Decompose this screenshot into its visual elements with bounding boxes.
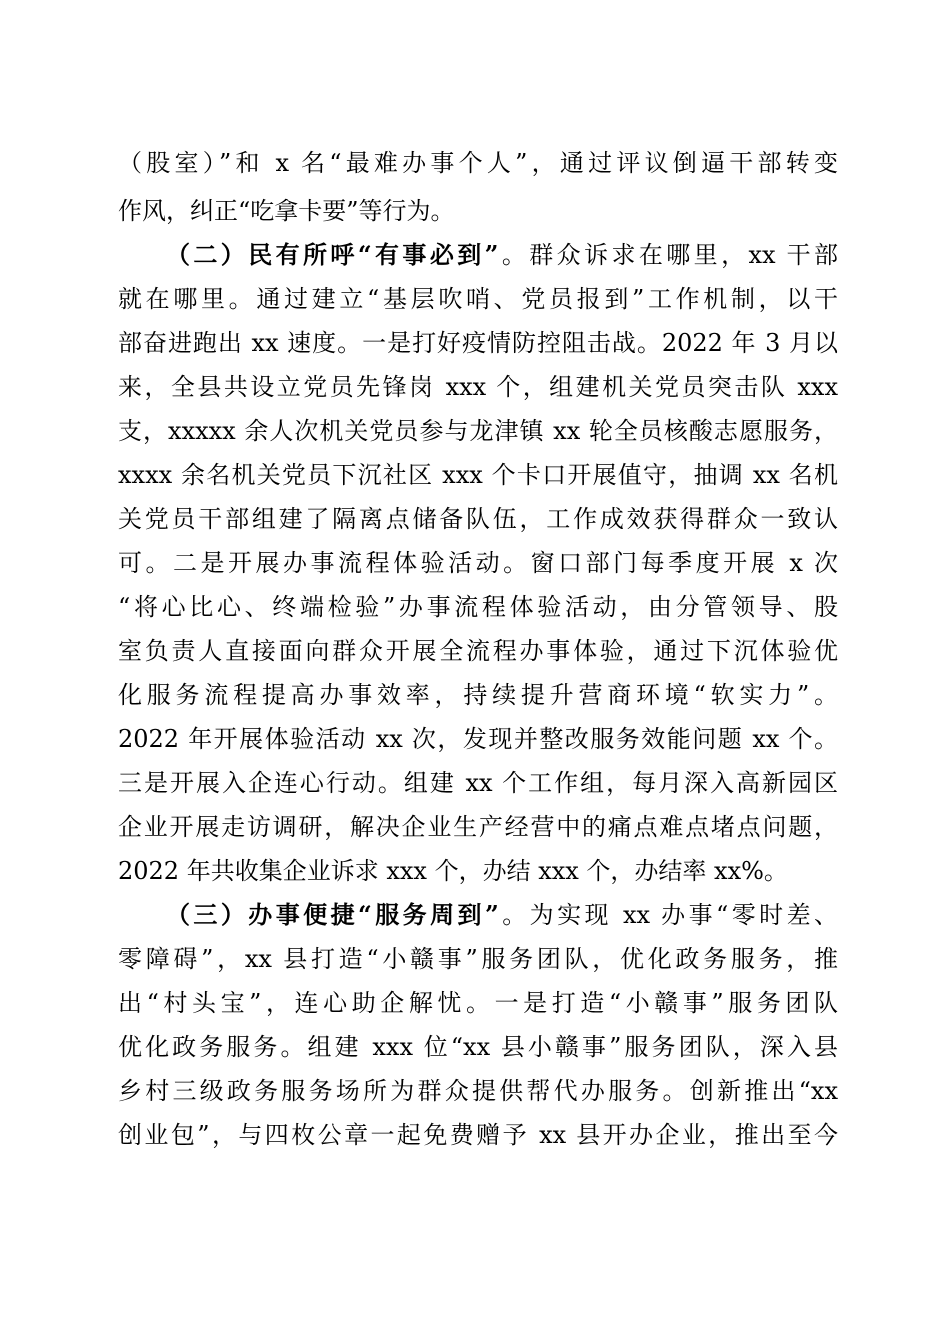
- text-line: 优化政务服务。组建 xxx 位“xx 县小赣事”服务团队，深入县: [118, 1033, 838, 1061]
- text-line: 关党员干部组建了隔离点储备队伍，工作成效获得群众一致认: [118, 505, 838, 533]
- section-2-first-line: [166, 238, 838, 272]
- text-line: 化服务流程提高办事效率，持续提升营商环境“软实力”。: [118, 681, 838, 709]
- text-line: 零障碍”，xx 县打造“小赣事”服务团队，优化政务服务，推: [118, 945, 838, 973]
- text-line: 创业包”，与四枚公章一起免费赠予 xx 县开办企业，推出至今: [118, 1121, 838, 1149]
- text-line: 2022 年共收集企业诉求 xxx 个，办结 xxx 个，办结率 xx%。: [118, 857, 788, 885]
- text-line: 出“村头宝”，连心助企解忧。一是打造“小赣事”服务团队: [118, 989, 838, 1017]
- text-line: 乡村三级政务服务场所为群众提供帮代办服务。创新推出“xx: [118, 1077, 838, 1105]
- text-line: 作风，纠正“吃拿卡要”等行为。: [118, 197, 455, 225]
- text-line: 来，全县共设立党员先锋岗 xxx 个，组建机关党员突击队 xxx: [118, 373, 838, 401]
- text-line: 可。二是开展办事流程体验活动。窗口部门每季度开展 x 次: [118, 549, 838, 577]
- text-line: 就在哪里。通过建立“基层吹哨、党员报到”工作机制，以干: [118, 285, 838, 313]
- text-line: 三是开展入企连心行动。组建 xx 个工作组，每月深入高新园区: [118, 769, 838, 797]
- section-2-text: 。群众诉求在哪里，xx 干部: [498, 241, 838, 269]
- text-line: 支，xxxxx 余人次机关党员参与龙津镇 xx 轮全员核酸志愿服务，: [118, 417, 838, 445]
- text-line: 室负责人直接面向群众开展全流程办事体验，通过下沉体验优: [118, 637, 838, 665]
- section-3-first-line: [166, 898, 838, 932]
- text-line: （股室）”和 x 名“最难办事个人”，通过评议倒逼干部转变: [118, 149, 838, 177]
- text-line: 2022 年开展体验活动 xx 次，发现并整改服务效能问题 xx 个。: [118, 725, 838, 753]
- text-line: “将心比心、终端检验”办事流程体验活动，由分管领导、股: [118, 593, 838, 621]
- text-line: xxxx 余名机关党员下沉社区 xxx 个卡口开展值守，抽调 xx 名机: [118, 461, 838, 489]
- text-line: 企业开展走访调研，解决企业生产经营中的痛点难点堵点问题，: [118, 813, 838, 841]
- text-line: 部奋进跑出 xx 速度。一是打好疫情防控阻击战。2022 年 3 月以: [118, 329, 838, 357]
- section-3-heading: （三）办事便捷“服务周到”: [166, 900, 499, 929]
- section-3-text: 。为实现 xx 办事“零时差、: [498, 901, 839, 929]
- section-2-heading: （二）民有所呼“有事必到”: [166, 240, 499, 269]
